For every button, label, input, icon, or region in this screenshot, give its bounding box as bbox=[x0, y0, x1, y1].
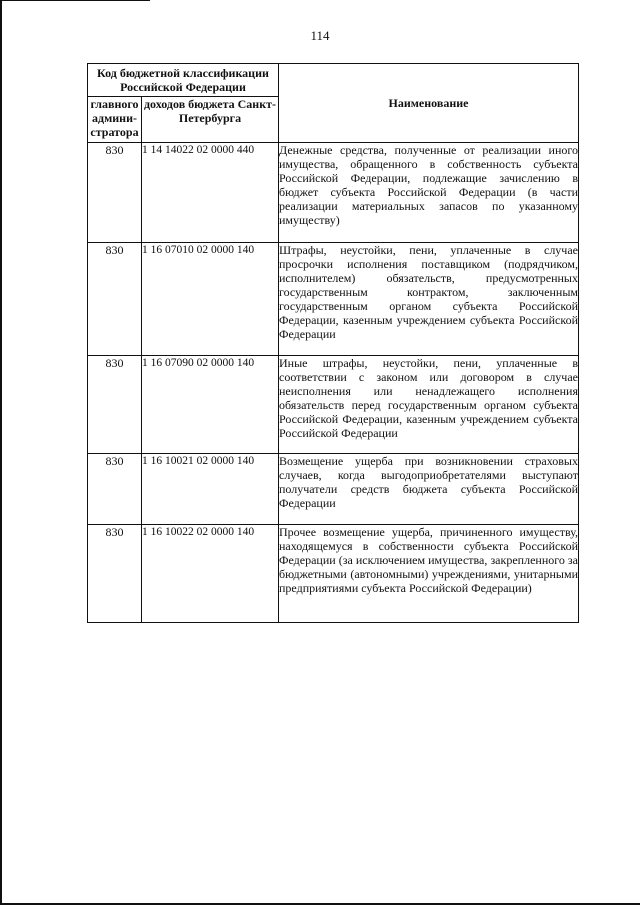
scan-edge-line bbox=[0, 0, 150, 1]
budget-classification-table bbox=[87, 63, 579, 623]
header-budget-revenue: доходов бюджета Санкт-Петербурга bbox=[142, 97, 279, 143]
table-row bbox=[88, 243, 579, 356]
cell-name: Иные штрафы, неустойки, пени, уплаченные в соответствии с законом или договором в случае неисполнения или ненадлежащего исполнения обязательств перед государственным органом субъекта Российской Федерации, казенным учреждением субъекта Российской Федерации bbox=[279, 356, 579, 454]
cell-admin: 830 bbox=[88, 454, 142, 525]
cell-name: Денежные средства, полученные от реализации иного имущества, обращенного в собственность субъекта Российской Федерации, подлежащие зачислению в бюджет субъекта Российской Федерации (в части реализации материальных запасов по указанному имуществу) bbox=[279, 143, 579, 243]
cell-admin: 830 bbox=[88, 143, 142, 243]
table-row bbox=[88, 143, 579, 243]
cell-admin: 830 bbox=[88, 525, 142, 623]
cell-admin: 830 bbox=[88, 356, 142, 454]
cell-code: 1 16 10021 02 0000 140 bbox=[142, 454, 279, 525]
header-classification-code: Код бюджетной классификации Российской Федерации bbox=[88, 64, 279, 97]
table-row bbox=[88, 356, 579, 454]
cell-code: 1 16 07090 02 0000 140 bbox=[142, 356, 279, 454]
cell-name: Возмещение ущерба при возникновении страховых случаев, когда выгодоприобретателями выступают получатели средств бюджета субъекта Российской Федерации bbox=[279, 454, 579, 525]
cell-name: Прочее возмещение ущерба, причиненного имуществу, находящемуся в собственности субъекта Российской Федерации (за исключением имущества, закрепленного за бюджетными (автономными) учреждениями, унитарными предприятиями субъекта Российской Федерации) bbox=[279, 525, 579, 623]
table-row bbox=[88, 525, 579, 623]
header-name: Наименование bbox=[279, 64, 579, 143]
cell-admin: 830 bbox=[88, 243, 142, 356]
cell-code: 1 16 10022 02 0000 140 bbox=[142, 525, 279, 623]
table-row bbox=[88, 454, 579, 525]
cell-code: 1 16 07010 02 0000 140 bbox=[142, 243, 279, 356]
cell-code: 1 14 14022 02 0000 440 bbox=[142, 143, 279, 243]
page-number: 114 bbox=[310, 28, 330, 43]
header-chief-administrator: главного админи-стратора bbox=[88, 97, 142, 143]
cell-name: Штрафы, неустойки, пени, уплаченные в случае просрочки исполнения поставщиком (подрядчиком, исполнителем) обязательств, предусмотренных государственным контрактом, заключенным государственным органом субъекта Российской Федерации, казенным учреждением субъекта Российской Федерации bbox=[279, 243, 579, 356]
